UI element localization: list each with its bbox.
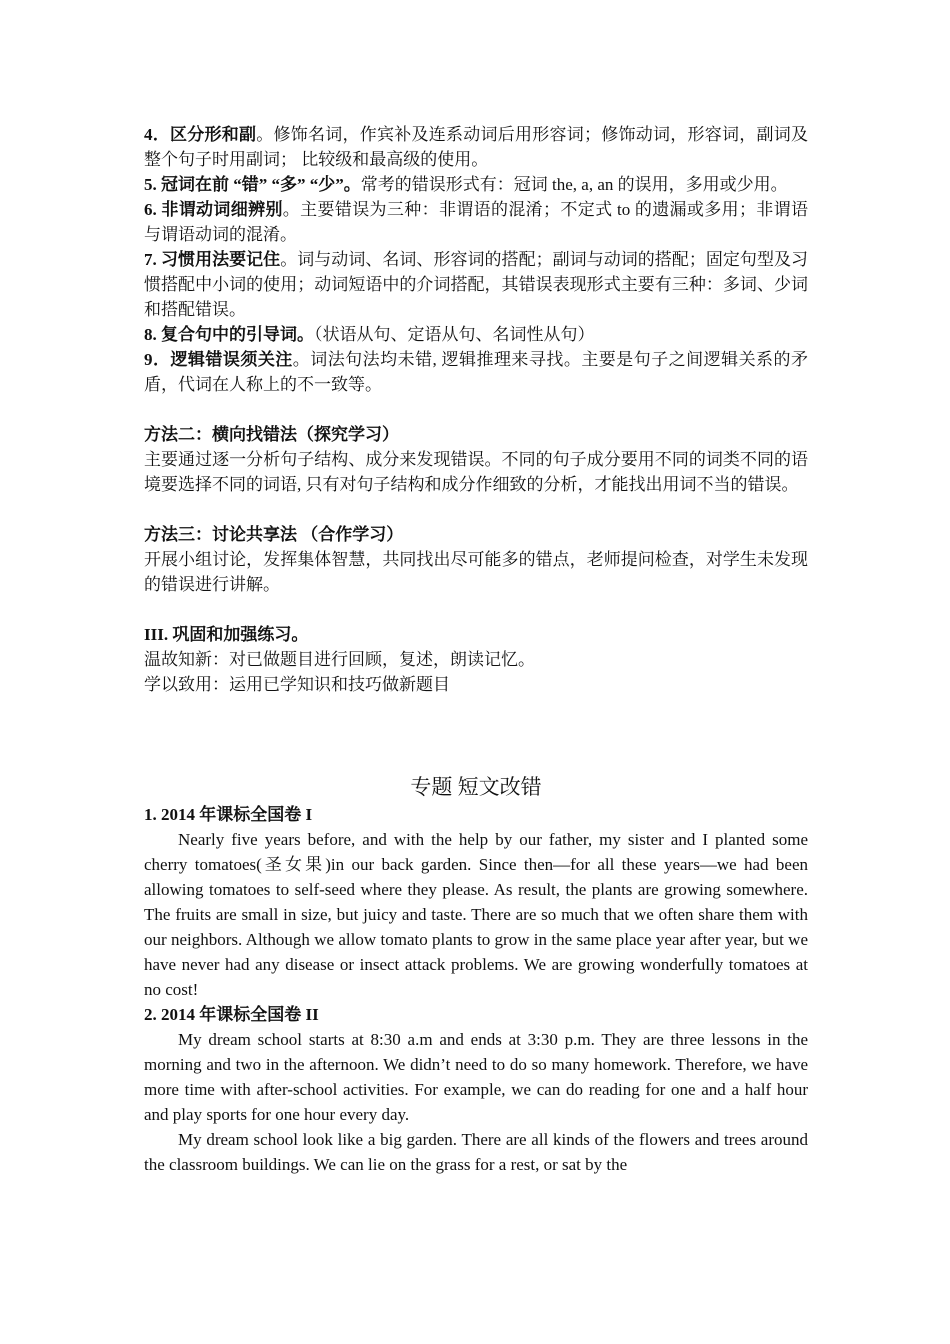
method2-heading: 方法二：横向找错法（探究学习）: [144, 425, 399, 444]
spacer: [144, 697, 808, 772]
exercise2-heading: 2. 2014 年课标全国卷 II: [144, 1005, 319, 1024]
rule-7: [144, 247, 808, 322]
spacer: [144, 497, 808, 522]
rule-text: （状语从句、定语从句、名词性从句）: [314, 325, 595, 344]
rule-text: 常考的错误形式有：冠词 the, a, an 的误用，多用或少用。: [360, 175, 788, 194]
rule-lead: 9．逻辑错误须关注: [144, 350, 293, 369]
exercise2-para1: My dream school starts at 8:30 a.m and ends at 3:30 p.m. They are three lessons in the morning and two in the afternoon. We didn’t need to do so many homework. Therefore, we have more time with after-school activities. For example, we can do reading for one and a half hour and play sports for one hour every day.: [144, 1030, 808, 1124]
section3-heading: III. 巩固和加强练习。: [144, 625, 309, 644]
topic-title: 专题 短文改错: [410, 775, 542, 799]
rule-lead: 5. 冠词在前 “错” “多” “少”。: [144, 175, 361, 194]
rule-8: [144, 322, 808, 347]
rule-lead: 8. 复合句中的引导词。: [144, 325, 314, 344]
section3-line2: 学以致用：运用已学知识和技巧做新题目: [144, 675, 450, 694]
rule-5: [144, 172, 808, 197]
method2-body: 主要通过逐一分析句子结构、成分来发现错误。不同的句子成分要用不同的词类不同的语境要选择不同的词语, 只有对句子结构和成分作细致的分析，才能找出用词不当的错误。: [144, 450, 808, 494]
spacer: [144, 597, 808, 622]
exercise1-heading: 1. 2014 年课标全国卷 I: [144, 805, 313, 824]
rule-lead: 4．区分形和副: [144, 125, 257, 144]
rule-text: 。主要错误为三种：非谓语的混淆；不定式 to 的遗漏或多用；非谓语与谓语动词的混淆。: [144, 200, 808, 244]
rule-text: 。修饰名词，作宾补及连系动词后用形容词；修饰动词，形容词，副词及整个句子时用副词； 比较级和最高级的使用。: [144, 125, 808, 169]
method3-body: 开展小组讨论，发挥集体智慧，共同找出尽可能多的错点，老师提问检查，对学生未发现的错误进行讲解。: [144, 550, 808, 594]
document-body: [144, 122, 808, 1177]
rule-6: [144, 197, 808, 247]
rule-9: [144, 347, 808, 397]
rule-text: 。词与动词、名词、形容词的搭配；副词与动词的搭配；固定句型及习惯搭配中小词的使用；动词短语中的介词搭配，其错误表现形式主要有三种：多词、少词和搭配错误。: [144, 250, 809, 319]
rule-lead: 7. 习惯用法要记住: [144, 250, 281, 269]
exercise1-body: Nearly five years before, and with the help by our father, my sister and I planted some cherry tomatoes(圣女果)in our back garden. Since then—for all these years—we had been allowing tomatoes to self-seed where they please. As result, the plants are growing somewhere. The fruits are small in size, but juicy and taste. There are so much that we often share them with our neighbors. Although we allow tomato plants to grow in the same place year after year, but we have never had any disease or insect attack problems. We are growing wonderfully tomatoes at no cost!: [144, 830, 808, 999]
rule-lead: 6. 非谓动词细辨别: [144, 200, 283, 219]
spacer: [144, 397, 808, 422]
method3-heading: 方法三：讨论共享法 （合作学习）: [144, 525, 404, 544]
section3-line1: 温故知新：对已做题目进行回顾，复述，朗读记忆。: [144, 650, 535, 669]
rule-text: 。词法句法均未错, 逻辑推理来寻找。主要是句子之间逻辑关系的矛盾，代词在人称上的不一致等。: [144, 350, 809, 394]
exercise2-para2: My dream school look like a big garden. There are all kinds of the flowers and trees around the classroom buildings. We can lie on the grass for a rest, or sat by the: [144, 1130, 808, 1174]
rule-4: [144, 122, 808, 172]
